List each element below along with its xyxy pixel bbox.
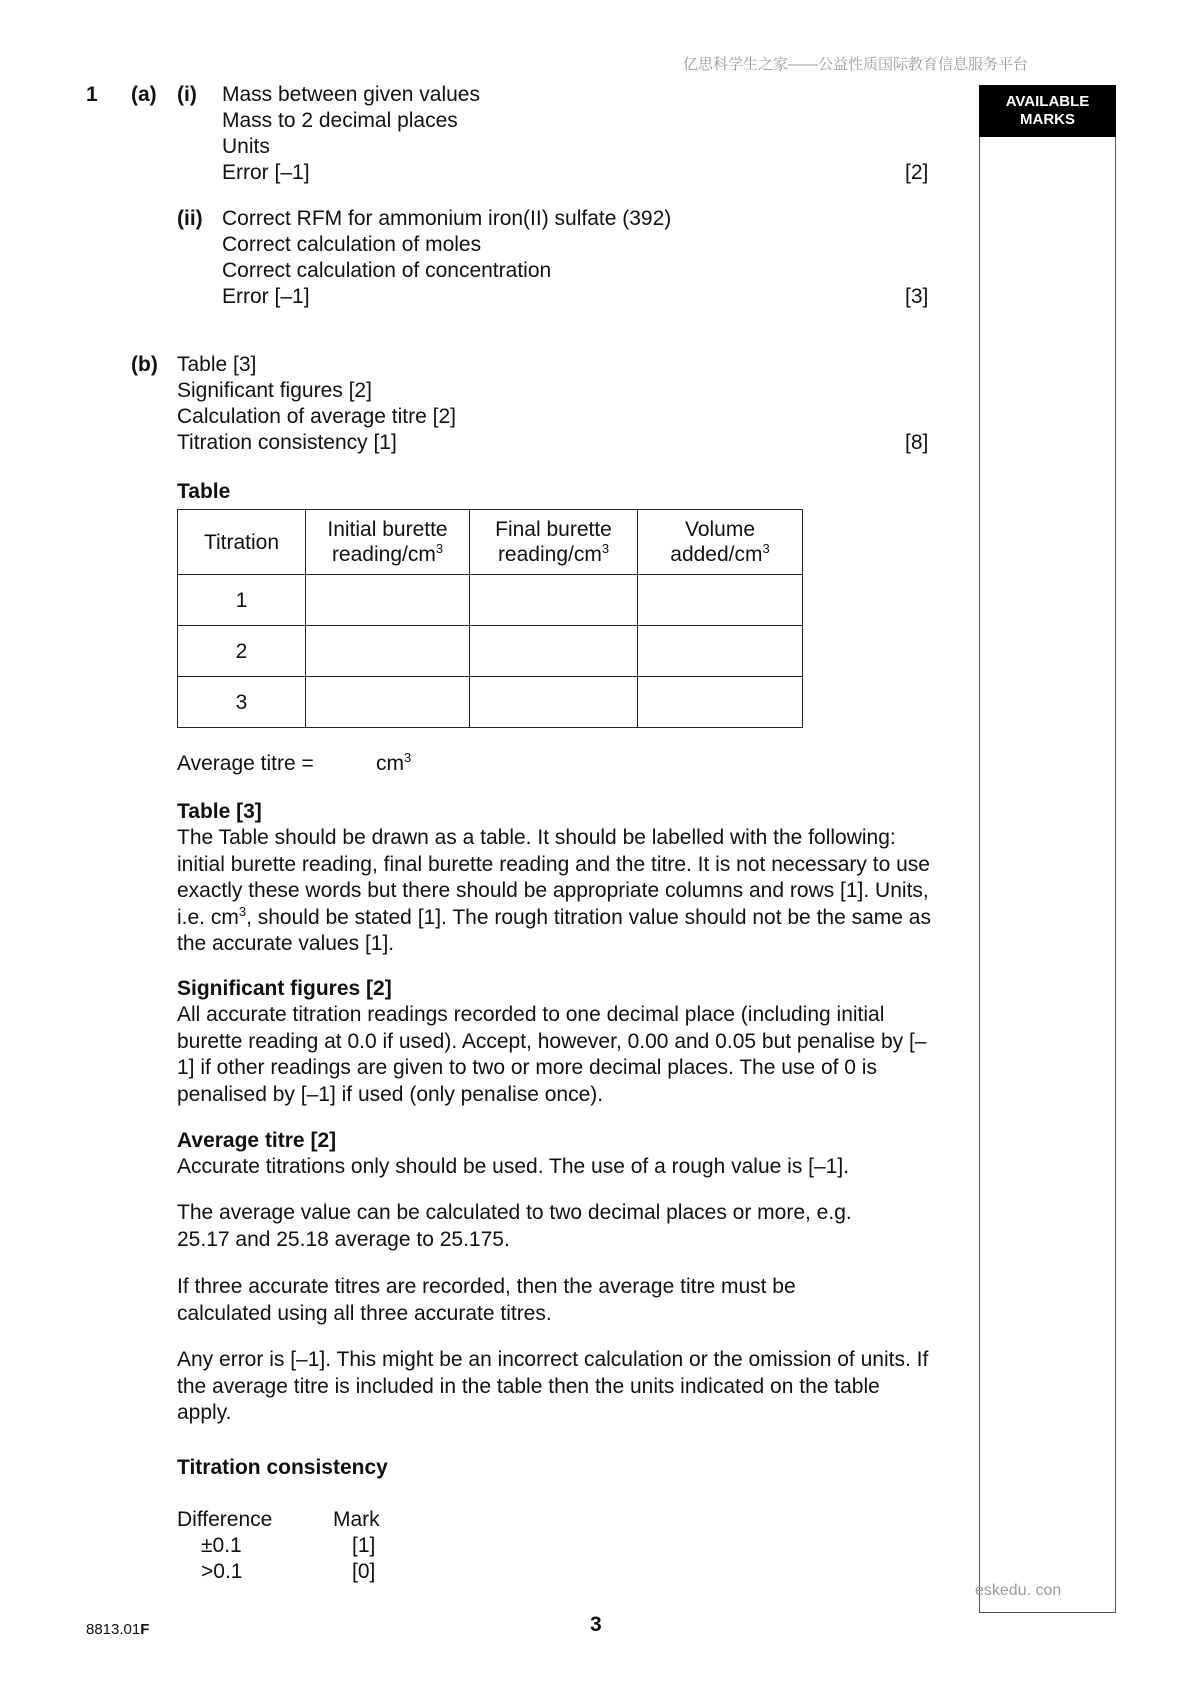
table-text-part1: The Table should be drawn as a table. It should be labelled with the following: initial burette reading, final burette reading and the titre. It is not necessary to use exactly these words but there should be appropriate columns and rows [1]. Units, i.e. cm [177,826,930,929]
avg-text-3: If three accurate titres are recorded, then the average titre must be calculated using all three accurate titres. [177,1275,796,1325]
average-titre-unit [376,751,411,777]
i-line-4: Error [–1] [222,161,310,184]
table-section-heading: Table [3] [177,800,262,823]
header-volume-sup: 3 [762,541,770,556]
b-line-3: Calculation of average titre [2] [177,405,456,428]
table-cell [470,626,638,677]
header-final [470,510,638,575]
header-volume-line2: added/cm [670,543,763,566]
header-volume-line1: Volume [684,518,756,541]
ii-line-1: Correct RFM for ammonium iron(II) sulfate (392) [222,207,672,230]
table-header-row [178,510,803,575]
b-line-1: Table [3] [177,353,257,376]
ii-mark: [3] [905,285,929,308]
table-title: Table [177,480,231,503]
consistency-mark-2: [0] [352,1560,376,1583]
table-cell [306,626,470,677]
sig-fig-text: All accurate titration readings recorded to one decimal place (including initial burette reading at 0.0 if used). Accept, however, 0.00 and 0.05 but penalise by [–1] if other readings are given to two or more decimal places. The use of 0 is penalised by [–1] if used (only penalise once). [177,1003,927,1106]
paper-code-number: 8813.01 [86,1621,141,1638]
table-cell [470,575,638,626]
average-titre-label: Average titre = [177,752,314,775]
titration-table [177,509,803,728]
b-line-2: Significant figures [2] [177,379,372,402]
paper-code-suffix: F [140,1621,150,1638]
subpart-ii-label: (ii) [177,207,203,230]
sig-fig-heading: Significant figures [2] [177,977,392,1000]
row-number: 1 [178,575,306,626]
table-text-sup: 3 [238,903,247,919]
consistency-diff-1: ±0.1 [201,1534,242,1557]
consistency-heading: Titration consistency [177,1456,388,1479]
consistency-diff-2: >0.1 [201,1560,243,1583]
consistency-col-difference: Difference [177,1508,273,1531]
i-line-1: Mass between given values [222,83,480,106]
part-b-label: (b) [131,353,158,376]
avg-text-2: The average value can be calculated to two decimal places or more, e.g. 25.17 and 25.18 average to 25.175. [177,1201,852,1251]
table-cell [638,677,803,728]
part-a-label: (a) [131,83,157,106]
row-number: 3 [178,677,306,728]
paper-code [86,1617,149,1643]
ii-line-3: Correct calculation of concentration [222,259,552,282]
i-line-2: Mass to 2 decimal places [222,109,458,132]
header-initial [306,510,470,575]
i-line-3: Units [222,135,270,158]
watermark-top: 亿思科学生之家——公益性质国际教育信息服务平台 [683,56,1029,73]
header-titration-text: Titration [203,530,280,554]
table-row [178,626,803,677]
row-number: 2 [178,626,306,677]
question-number: 1 [86,83,98,106]
available-marks-header [979,85,1116,137]
table-text-part2: , should be stated [1]. The rough titration value should not be the same as the accurate values [1]. [177,905,931,955]
table-cell [638,626,803,677]
average-unit-sup: 3 [404,750,412,765]
avg-text-1: Accurate titrations only should be used. The use of a rough value is [–1]. [177,1155,850,1178]
ii-line-2: Correct calculation of moles [222,233,482,256]
table-cell [638,575,803,626]
subpart-i-label: (i) [177,83,197,106]
table-row [178,677,803,728]
consistency-col-mark: Mark [333,1508,380,1531]
avg-titre-heading: Average titre [2] [177,1129,337,1152]
available-marks-column [979,85,1116,1613]
header-final-line1: Final burette [495,518,612,541]
consistency-mark-1: [1] [352,1534,376,1557]
average-unit-text: cm [376,752,404,775]
header-volume [638,510,803,575]
table-row [178,575,803,626]
header-final-sup: 3 [601,541,610,556]
table-cell [306,677,470,728]
header-initial-line1: Initial burette [327,518,448,541]
i-mark: [2] [905,161,929,184]
header-final-line2: reading/cm [497,543,602,566]
b-line-4: Titration consistency [1] [177,431,397,454]
avg-text-4: Any error is [–1]. This might be an incorrect calculation or the omission of units. If the average titre is included in the table then the units indicated on the table apply. [177,1348,929,1424]
table-section-text [177,825,937,958]
b-mark: [8] [905,431,929,454]
header-initial-line2: reading/cm [331,543,436,566]
watermark-bottom: eskedu. con [975,1582,1062,1599]
header-initial-sup: 3 [435,541,444,556]
page-number: 3 [590,1613,602,1636]
table-cell [470,677,638,728]
ii-line-4: Error [–1] [222,285,310,308]
header-titration [178,510,306,575]
available-marks-label: AVAILABLE MARKS [1005,93,1090,128]
table-cell [306,575,470,626]
